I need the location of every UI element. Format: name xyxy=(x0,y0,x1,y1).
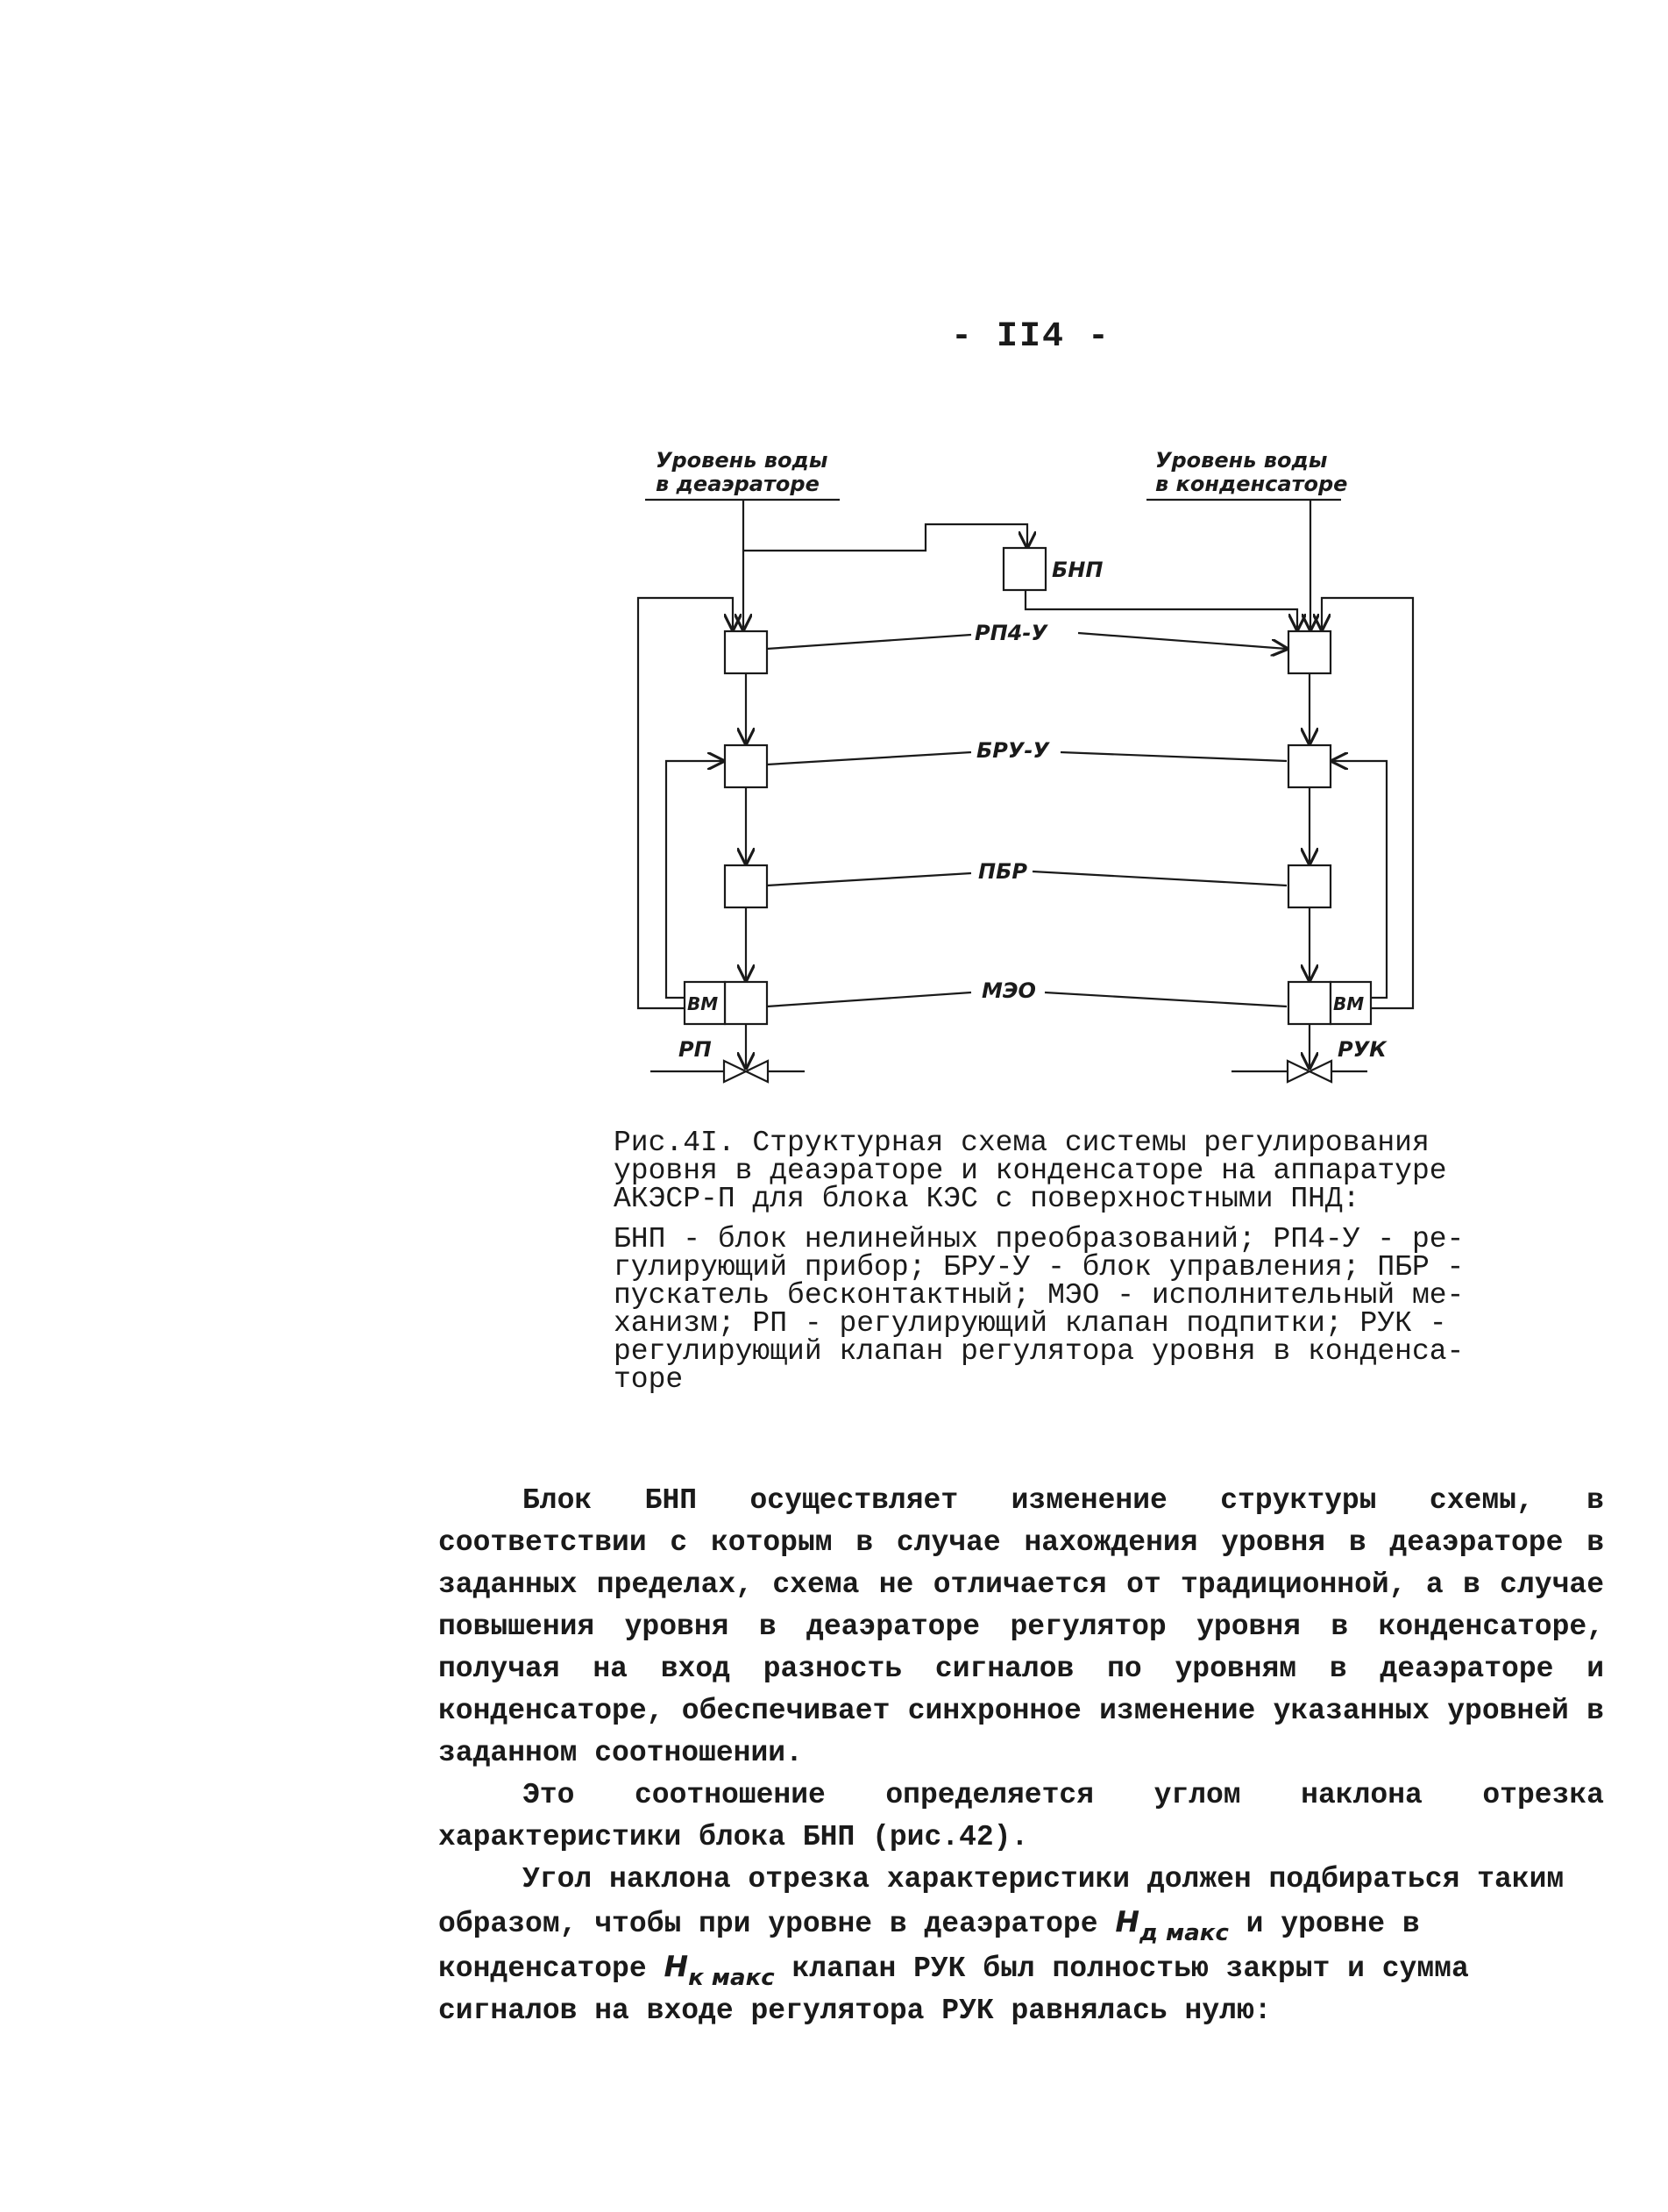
right-valve-icon xyxy=(1288,1061,1310,1082)
right-vm-label: ВМ xyxy=(1333,993,1365,1014)
page-number: - II4 - xyxy=(951,317,1111,357)
right-valve-label: РУК xyxy=(1338,1037,1387,1062)
left-rp4-box xyxy=(725,631,767,673)
row-meo-left-line xyxy=(767,992,971,1006)
left-meo-box xyxy=(725,982,767,1024)
right-meo-box xyxy=(1288,982,1331,1024)
control-system-diagram xyxy=(0,0,1668,1105)
right-outer-feedback xyxy=(1322,598,1413,1008)
right-rp4-box xyxy=(1288,631,1331,673)
paragraph-2: Это соотношение определяется углом наклона отрезка характеристики блока БНП (рис.42). xyxy=(438,1779,1604,1853)
left-pbr-box xyxy=(725,865,767,907)
row-bru-left-line xyxy=(767,752,971,765)
row-label-pbr: ПБР xyxy=(978,859,1027,884)
right-pbr-box xyxy=(1288,865,1331,907)
left-input-label-line1: Уровень воды xyxy=(656,448,828,473)
left-valve-icon-2 xyxy=(746,1061,768,1082)
bnp-output-line xyxy=(1026,590,1297,629)
paragraph-3-text-3: клапан РУК был полностью закрыт и сумма сигналов на входе регулятора РУК равнялась нулю: xyxy=(438,1952,1469,2027)
h-k-max-subscript: к макс xyxy=(688,1965,775,1991)
bnp-label: БНП xyxy=(1052,558,1104,582)
row-meo-right-line xyxy=(1045,992,1287,1006)
left-outer-feedback xyxy=(638,598,733,1008)
left-valve-icon xyxy=(724,1061,746,1082)
h-d-max-symbol: H xyxy=(1115,1904,1139,1938)
paragraph-3 xyxy=(438,1859,1604,2032)
row-label-bru: БРУ-У xyxy=(976,738,1049,763)
row-rp4-left-line xyxy=(767,635,971,649)
left-bru-box xyxy=(725,745,767,787)
body-text xyxy=(438,1480,1604,2032)
right-input-label-line2: в конденсаторе xyxy=(1155,472,1348,496)
left-valve-label: РП xyxy=(678,1037,712,1062)
right-bru-box xyxy=(1288,745,1331,787)
row-pbr-left-line xyxy=(767,873,971,886)
h-d-max-subscript: д макс xyxy=(1139,1920,1229,1946)
row-label-rp4: РП4-У xyxy=(975,621,1047,645)
right-inner-feedback xyxy=(1332,761,1387,998)
bnp-block xyxy=(1004,548,1046,590)
paragraph-3-text-1: Угол наклона отрезка характеристики должен подбираться таким образом, чтобы при уровне в деаэраторе xyxy=(438,1863,1565,1940)
right-input-label-line1: Уровень воды xyxy=(1155,448,1328,473)
row-label-meo: МЭО xyxy=(982,978,1036,1003)
h-k-max-symbol: H xyxy=(664,1949,689,1983)
left-inner-feedback xyxy=(666,761,723,998)
left-input-label-line2: в деаэраторе xyxy=(656,472,820,496)
paragraph-1: Блок БНП осуществляет изменение структуры схемы, в соответствии с которым в случае нахождения уровня в деаэраторе в заданных пределах, схема не отличается от традиционной, а в случае повышения уровня в деаэраторе регулятор уровня в конденсаторе, получая на вход разность сигналов по уровням в деаэраторе и конденсаторе, обеспечивает синхронное изменение указанных уровней в заданном соотношении. xyxy=(438,1484,1604,1769)
right-valve-icon-2 xyxy=(1310,1061,1331,1082)
figure-caption xyxy=(614,1129,1473,1394)
left-vm-label: ВМ xyxy=(687,993,719,1014)
paragraph-3-text-2: и уровне в конденсаторе xyxy=(438,1908,1420,1985)
caption-legend: БНП - блок нелинейных преобразований; РП4-У - ре- гулирующий прибор; БРУ-У - блок управления; ПБР - пускатель бесконтактный; МЭО - исполнительный ме- ханизм; РП - регулирующий клапан подпитки; РУК - регулирующий клапан регулятора уровня в конденса- торе xyxy=(614,1223,1465,1396)
row-rp4-right-line xyxy=(1078,633,1287,649)
row-bru-right-line xyxy=(1061,752,1287,761)
bnp-input-line xyxy=(743,524,1027,551)
caption-title: Рис.4I. Структурная схема системы регулирования уровня в деаэраторе и конденсаторе на аппаратуре АКЭСР-П для блока КЭС с поверхностными ПНД: xyxy=(614,1127,1447,1215)
row-pbr-right-line xyxy=(1033,871,1287,886)
